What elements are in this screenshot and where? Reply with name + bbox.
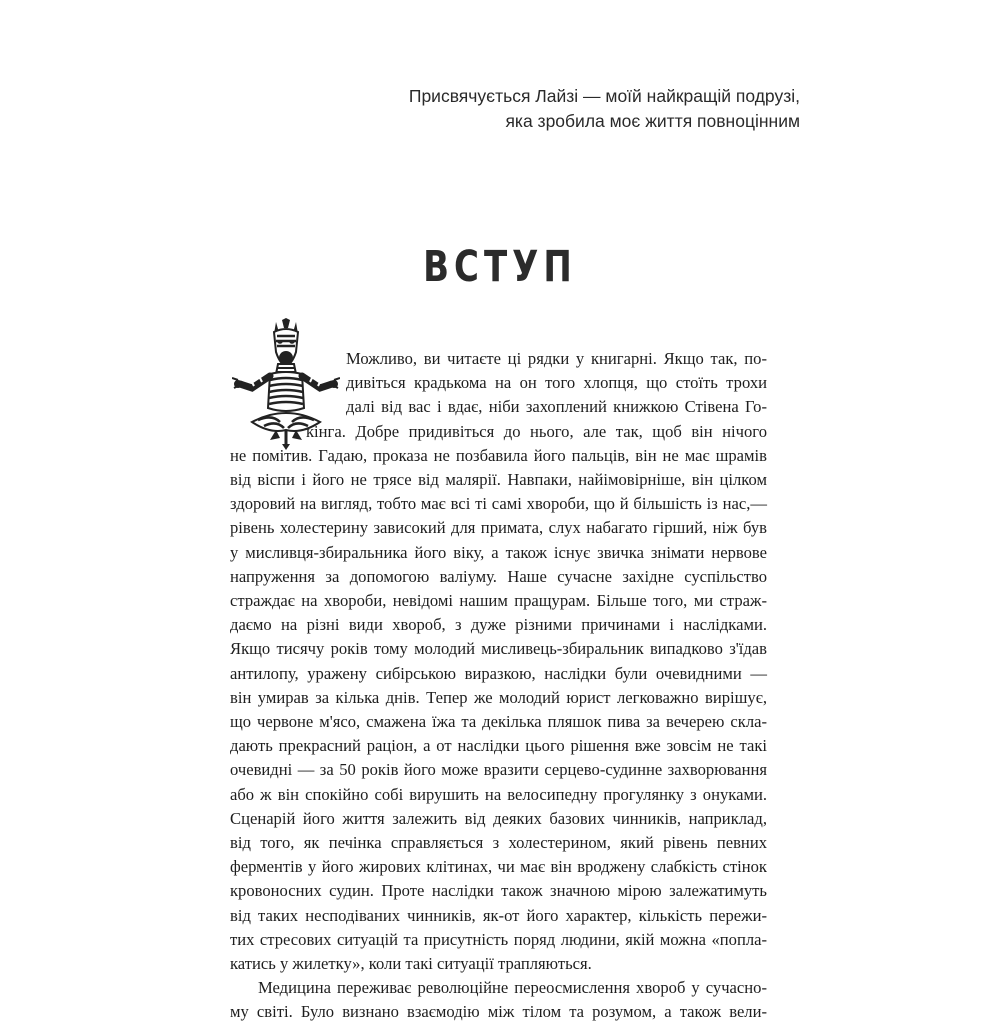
dedication-line-1: Присвячується Лайзі — моїй найкращій подрузі, bbox=[408, 86, 800, 106]
text-line: Можливо, ви читаєте ці рядки у книгарні. Якщо так, по- bbox=[346, 349, 767, 368]
text-line: від того, як печінка справляється з холестерином, який рівень певних bbox=[230, 833, 767, 853]
body-text bbox=[230, 347, 767, 1025]
text-line: він умирав за кілька днів. Тепер же молодий юрист легковажно вирішує, bbox=[230, 687, 767, 707]
text-line: що червоне м'ясо, смажена їжа та декілька пляшок пива за вечерею скла- bbox=[230, 712, 767, 732]
text-line: ферментів у його жирових клітинах, чи має він вроджену слабкість стінок bbox=[230, 857, 767, 877]
text-line: му світі. Було визнано взаємодію між тілом та розумом, а також вели- bbox=[230, 1002, 767, 1022]
text-line: Сценарій його життя залежить від деяких базових чинників, наприклад, bbox=[230, 808, 767, 828]
text-line: або ж він спокійно собі вирушить на велосипедну прогулянку з онуками. bbox=[230, 784, 767, 804]
chapter-title: ВСТУП bbox=[423, 242, 577, 292]
text-line: дивіться крадькома на он того хлопця, що стоїть трохи bbox=[346, 373, 767, 393]
text-line: напруження за допомогою валіуму. Наше сучасне західне суспільство bbox=[230, 566, 767, 586]
text-line: від віспи і його не трясе від малярії. Навпаки, найімовірніше, він цілком bbox=[230, 470, 767, 490]
text-line: у мисливця-збиральника його віку, а також існує звичка знімати нервове bbox=[230, 542, 767, 562]
text-line: Медицина переживає революційне переосмислення хвороб у сучасно- bbox=[258, 978, 767, 998]
text-line: кровоносних судин. Проте наслідки також значною мірою залежатимуть bbox=[230, 881, 767, 901]
text-line: здоровий на вигляд, тобто має всі ті самі хвороби, що й більшість із нас,— bbox=[230, 494, 767, 514]
text-line: кінга. Добре придивіться до нього, але так, щоб він нічого bbox=[306, 421, 767, 441]
text-line: далі від вас і вдає, ніби захоплений книжкою Стівена Го- bbox=[346, 397, 767, 417]
text-line: рівень холестерину зависокий для примата, слух набагато гірший, ніж був bbox=[230, 518, 767, 538]
text-line: антилопу, уражену сибірською виразкою, наслідки були очевидними — bbox=[230, 663, 767, 683]
dedication-line-2: яка зробила моє життя повноцінним bbox=[505, 111, 800, 131]
text-line: очевидні — за 50 років його може вразити серцево-судинне захворювання bbox=[230, 760, 767, 780]
text-line: даємо на різні види хвороб, з дуже різними причинами і наслідками. bbox=[230, 615, 767, 635]
text-line: Якщо тисячу років тому молодий мисливець-збиральник випадково з'їдав bbox=[230, 639, 767, 659]
text-line: тих стресових ситуацій та присутність поряд людини, якій можна «попла- bbox=[230, 929, 767, 949]
text-line: катись у жилетку», коли такі ситуації трапляються. bbox=[230, 954, 592, 974]
text-line: не помітив. Гадаю, проказа не позбавила його пальців, він не має шрамів bbox=[230, 445, 767, 465]
dedication bbox=[409, 84, 800, 134]
text-line: дають прекрасний раціон, а от наслідки цього рішення вже зовсім не такі bbox=[230, 736, 767, 756]
text-line: від таких несподіваних чинників, як-от його характер, кількість пережи- bbox=[230, 905, 767, 925]
text-line: страждає на хвороби, невідомі нашим пращурам. Більше того, ми страж- bbox=[230, 591, 767, 611]
